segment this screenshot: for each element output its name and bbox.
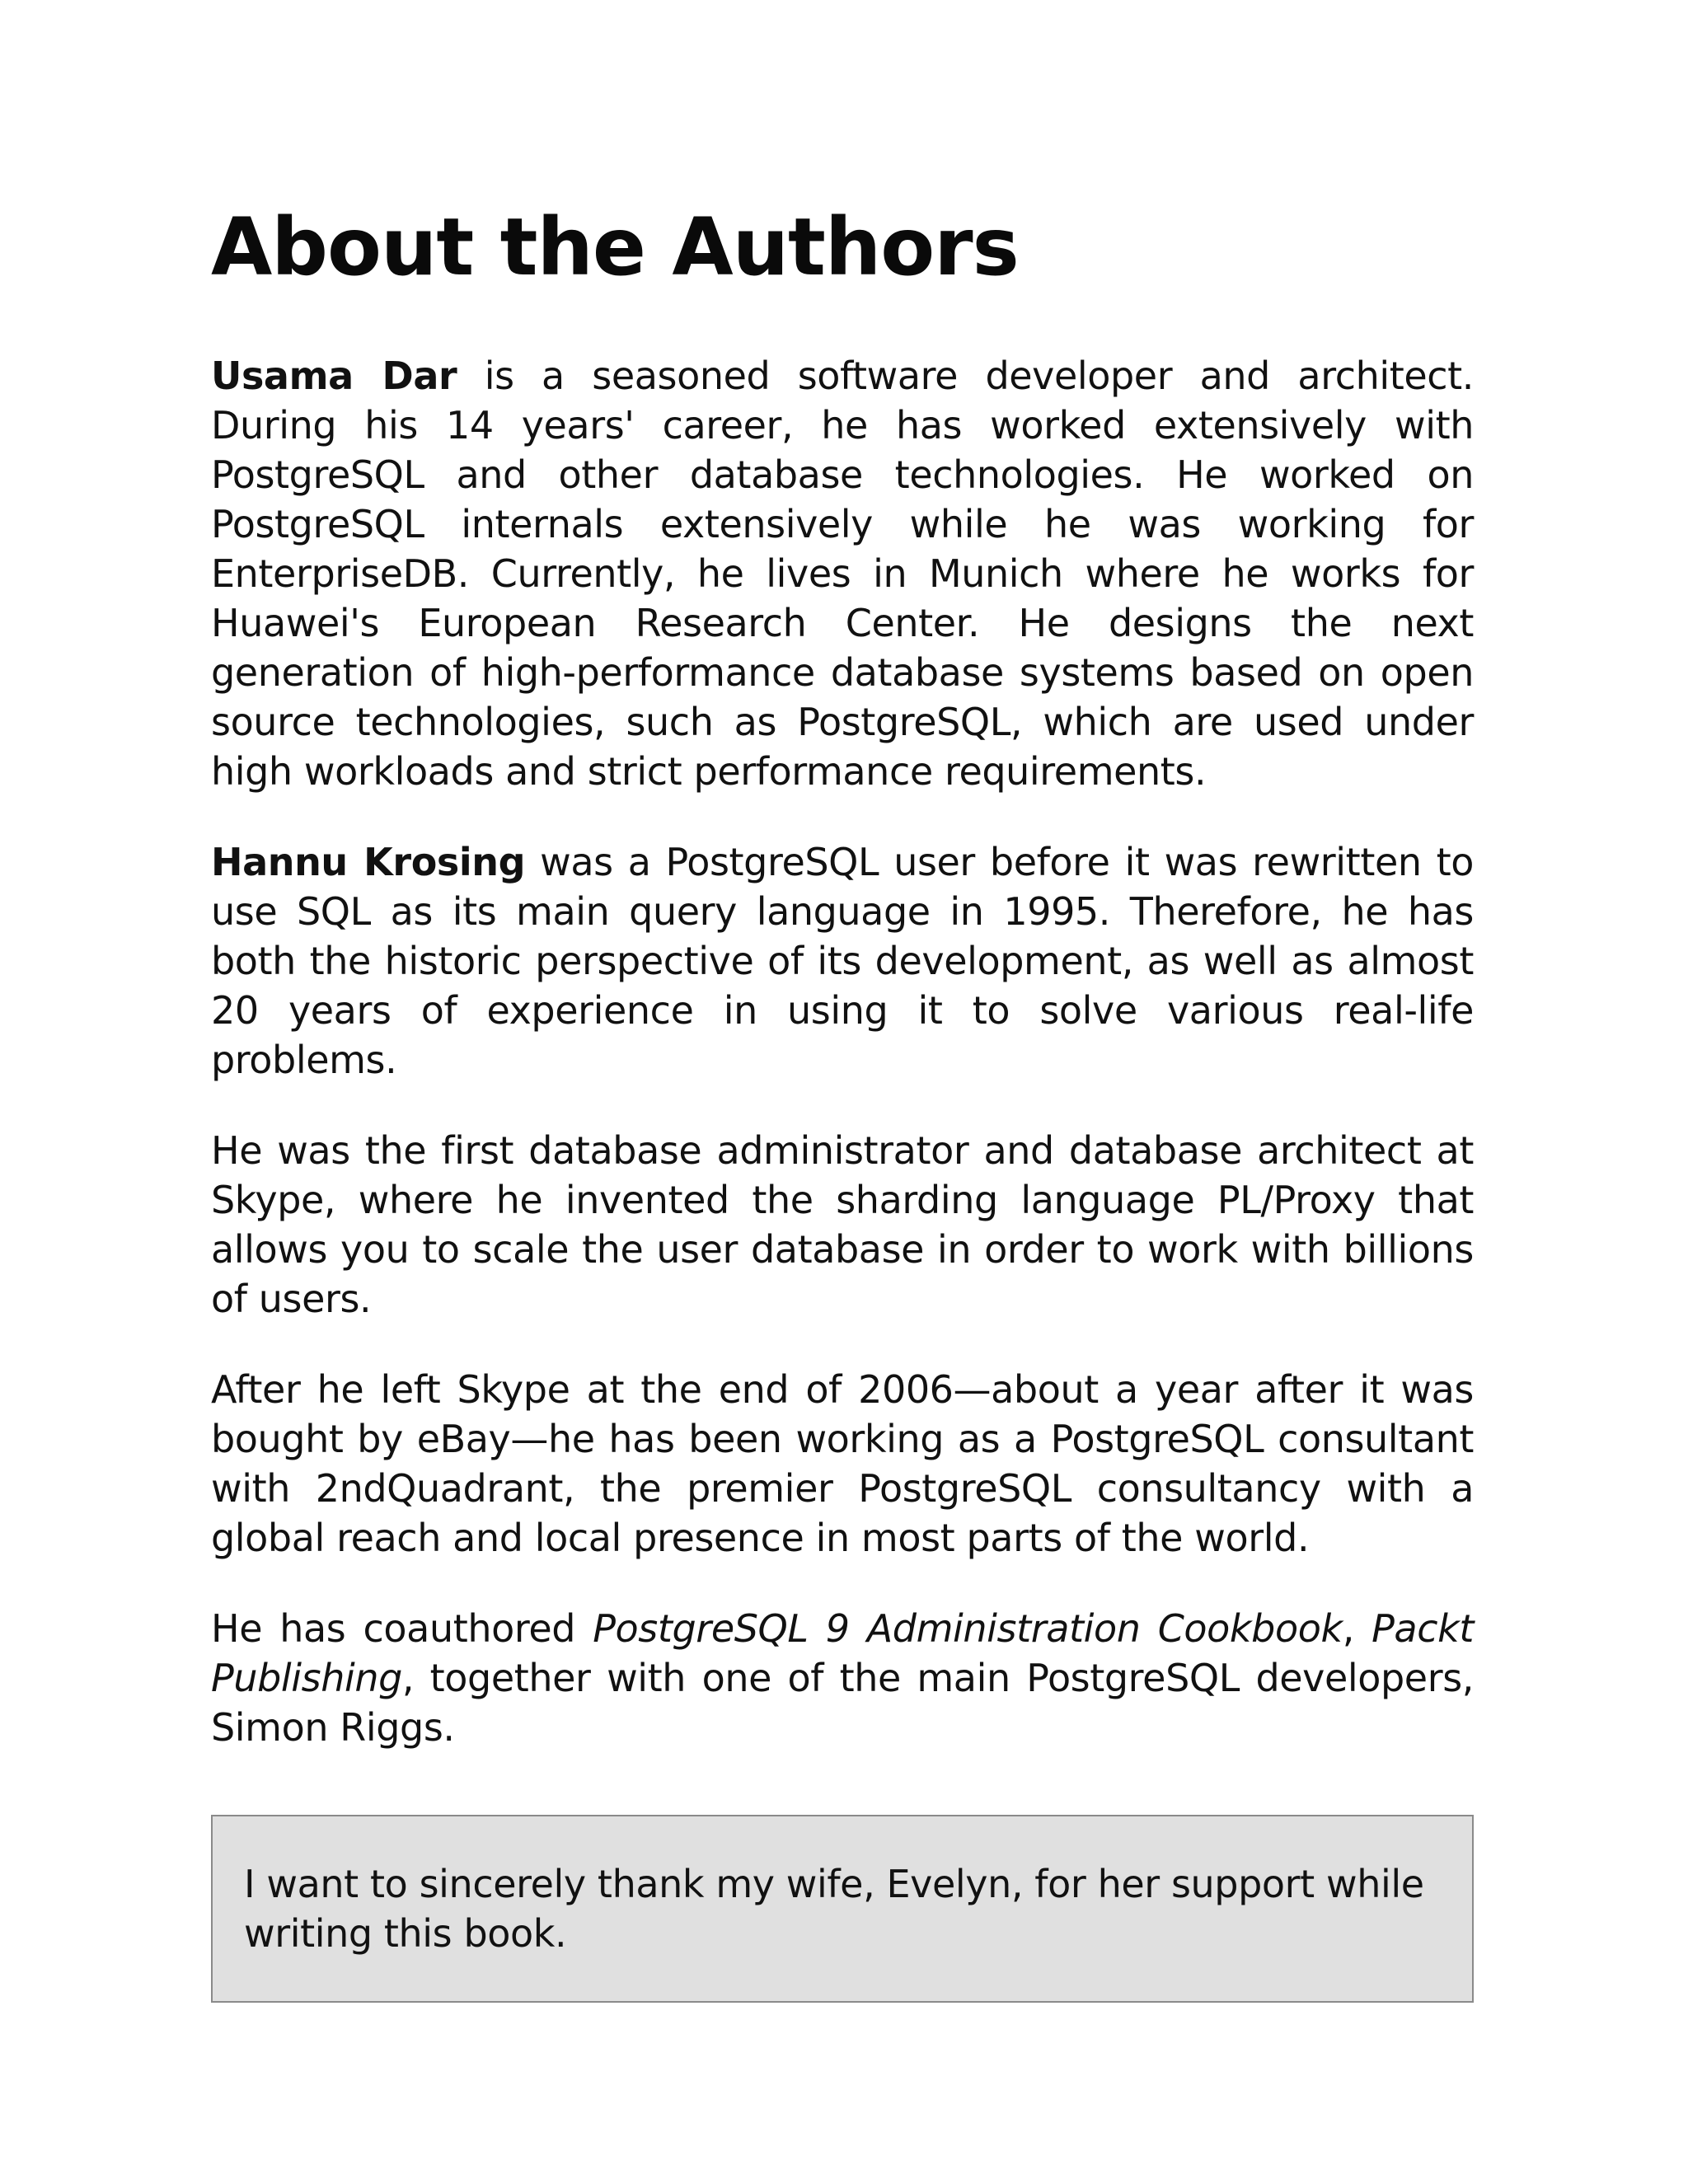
page-content (211, 198, 1474, 2003)
acknowledgement-box (211, 1815, 1474, 2003)
author-bio-text: is a seasoned software developer and architect. During his 14 years' career, he has worked extensively with PostgreSQL and other database technologies. He worked on PostgreSQL internals extensively while he was working for EnterpriseDB. Currently, he lives in Munich where he works for Huawei's European Research Center. He designs the next generation of high-performance database systems based on open source technologies, such as PostgreSQL, which are used under high workloads and strict performance requirements. (211, 354, 1475, 794)
author-bio-usama-dar (211, 351, 1474, 796)
bio-paragraph-2ndquadrant: After he left Skype at the end of 2006—about a year after it was bought by eBay—he has been working as a PostgreSQL consultant with 2ndQuadrant, the premier PostgreSQL consultancy with a global reach and local presence in most parts of the world. (211, 1367, 1474, 1560)
author-name: Hannu Krosing (211, 840, 526, 884)
author-bio-text: was a PostgreSQL user before it was rewritten to use SQL as its main query language in 1995. Therefore, he has both the historic perspective of its development, as well as almost 20 years of experience in using it to solve various real-life problems. (211, 840, 1474, 1082)
publisher-name: Packt Publishing (211, 1606, 1474, 1700)
author-name: Usama Dar (211, 354, 457, 398)
cookbook-outro: , together with one of the main PostgreSQL developers, Simon Riggs. (211, 1656, 1474, 1750)
book-title: PostgreSQL 9 Administration Cookbook (593, 1606, 1343, 1651)
separator: , (1342, 1606, 1372, 1651)
acknowledgement-text: I want to sincerely thank my wife, Evelyn, for her support while writing this book. (244, 1862, 1424, 1956)
author-bio-hannu-krosing (211, 837, 1474, 1085)
bio-paragraph-cookbook (211, 1604, 1474, 1752)
bio-paragraph-skype: He was the first database administrator and database architect at Skype, where he invented the sharding language PL/Proxy that allows you to scale the user database in order to work with billions of users. (211, 1128, 1474, 1321)
cookbook-intro: He has coauthored (211, 1606, 593, 1651)
page-title: About the Authors (211, 201, 1019, 293)
